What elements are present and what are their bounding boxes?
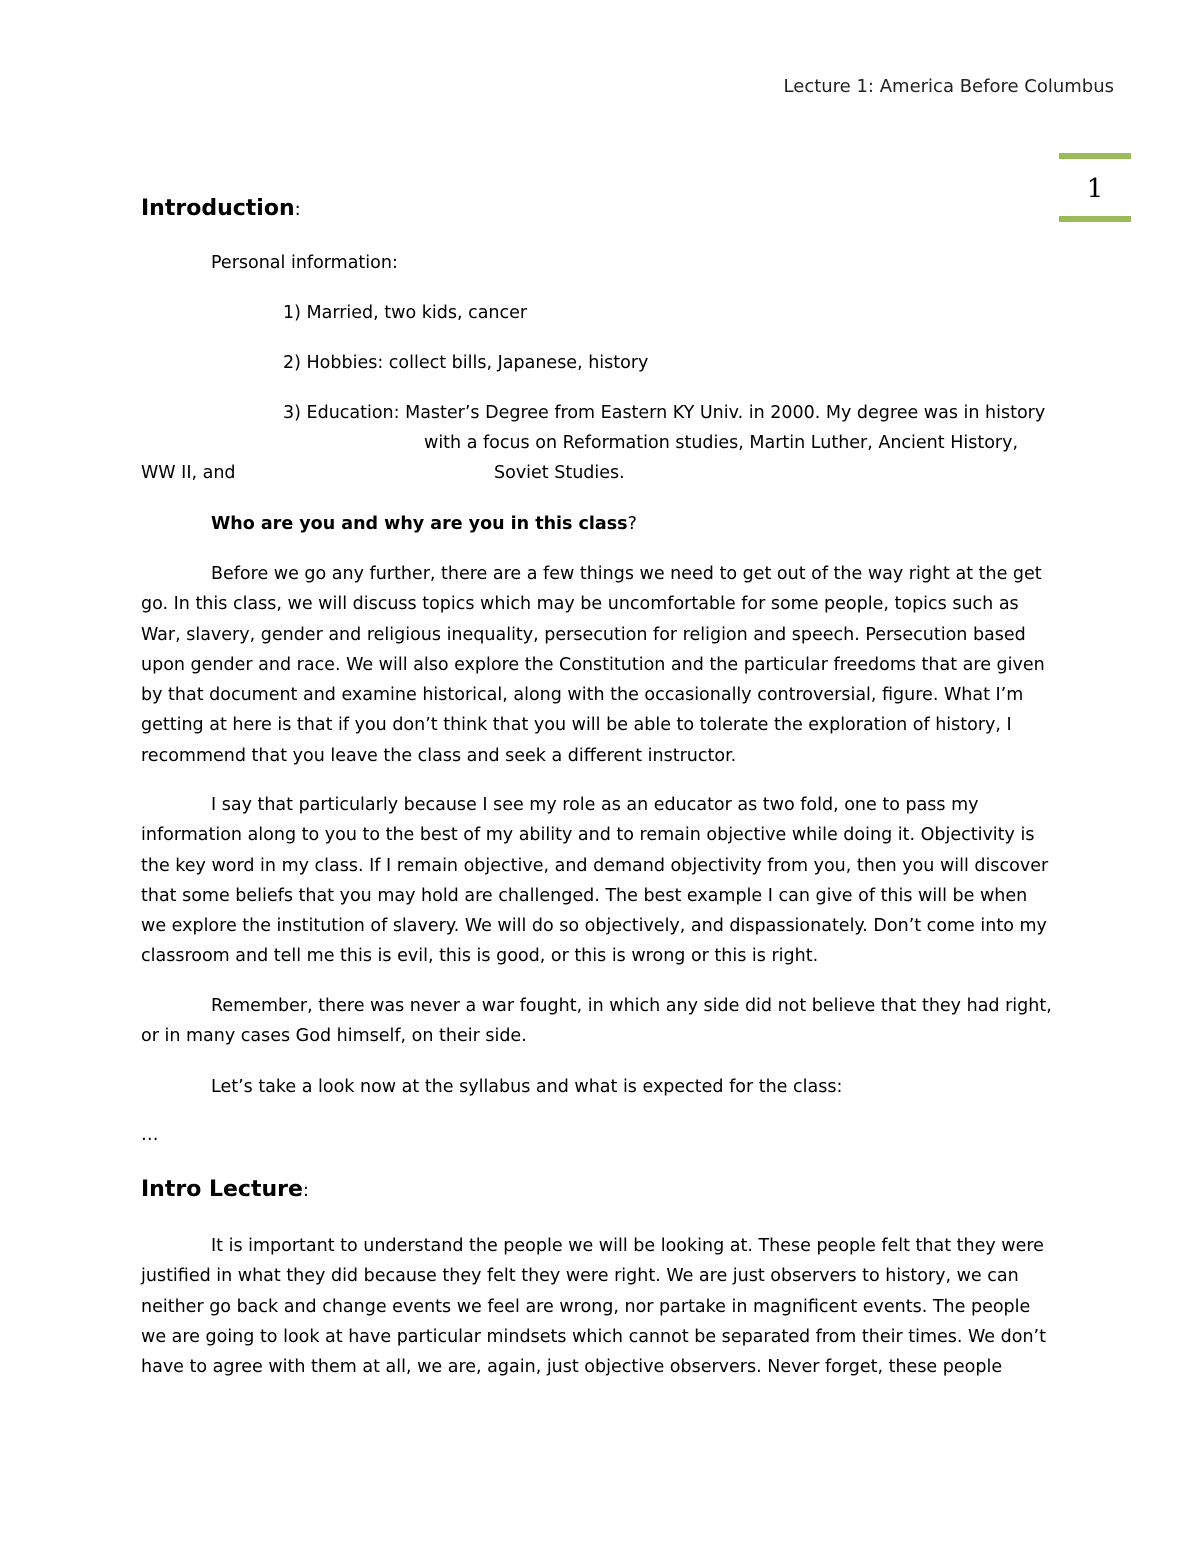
personal-item-2: 2) Hobbies: collect bills, Japanese, history [283,353,649,373]
intro-lecture-heading-text: Intro Lecture [141,1177,303,1202]
personal-item-1: 1) Married, two kids, cancer [283,303,528,323]
personal-item-3: 3) Education: Master’s Degree from Eastern KY Univ. in 2000. My degree was in history [283,403,1046,423]
introduction-heading-colon: : [294,199,301,220]
page-number-bottom-bar [1059,216,1131,222]
introduction-heading [141,196,301,221]
running-header-title: Lecture 1: America Before Columbus [783,76,1114,97]
page-number: 1 [1086,174,1104,204]
personal-information-label: Personal information: [211,253,398,273]
personal-item-3-continuation-left: WW II, and [141,463,236,483]
introduction-heading-text: Introduction [141,196,295,221]
body-paragraph-4: Let’s take a look now at the syllabus and what is expected for the class: [211,1077,843,1097]
intro-lecture-paragraph: It is important to understand the people we will be looking at. These people felt that they were justified in what they did because they felt they were right. We are just observers to history, we can neither go back and change events we feel are wrong, nor partake in magnificent events. The people we are going to look at have particular mindsets which cannot be separated from their times. We don’t have to agree with them at all, we are, again, just objective observers. Never forget, these people [141,1236,1046,1378]
body-paragraph-3: Remember, there was never a war fought, in which any side did not believe that they had right, or in many cases God himself, on their side. [141,996,1052,1047]
class-question-mark: ? [627,514,637,534]
ellipsis-marker: … [141,1125,159,1145]
body-paragraph-1: Before we go any further, there are a few things we need to get out of the way right at the get go. In this class, we will discuss topics which may be uncomfortable for some people, topics such as War, slavery, gender and religious inequality, persecution for religion and speech. Persecution based upon gender and race. We will also explore the Constitution and the particular freedoms that are given by that document and examine historical, along with the occasionally controversial, figure. What I’m getting at here is that if you don’t think that you will be able to tolerate the exploration of history, I recommend that you leave the class and seek a different instructor. [141,564,1045,766]
class-question [211,514,637,534]
page-number-top-bar [1059,153,1131,159]
intro-lecture-heading [141,1177,309,1202]
intro-lecture-heading-colon: : [302,1180,309,1201]
class-question-text: Who are you and why are you in this class [211,514,628,534]
body-paragraph-2: I say that particularly because I see my role as an educator as two fold, one to pass my information along to you to the best of my ability and to remain objective while doing it. Objectivity is the key word in my class. If I remain objective, and demand objectivity from you, then you will discover that some beliefs that you may hold are challenged. The best example I can give of this will be when we explore the institution of slavery. We will do so objectively, and dispassionately. Don’t come into my classroom and tell me this is evil, this is good, or this is wrong or this is right. [141,795,1049,967]
personal-item-3-continuation-right: Soviet Studies. [494,463,625,483]
personal-item-3-continuation: with a focus on Reformation studies, Martin Luther, Ancient History, [424,433,1019,453]
